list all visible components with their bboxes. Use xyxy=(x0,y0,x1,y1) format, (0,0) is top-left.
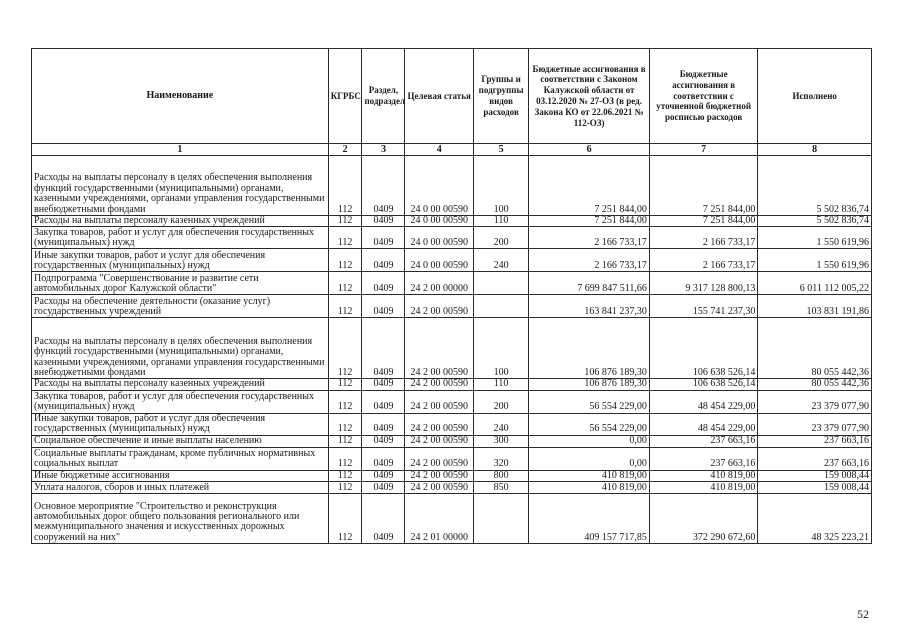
row-law-amount: 163 841 237,30 xyxy=(529,295,650,318)
table-row xyxy=(32,272,872,295)
row-law-amount: 2 166 733,17 xyxy=(529,227,650,249)
row-target-article: 24 0 00 00590 xyxy=(405,227,474,249)
row-executed-amount: 23 379 077,90 xyxy=(758,390,872,413)
table-row xyxy=(32,447,872,470)
row-kgrbs: 112 xyxy=(328,216,362,227)
row-roster-amount: 237 663,16 xyxy=(649,435,757,447)
row-roster-amount: 410 819,00 xyxy=(649,482,757,494)
row-name: Расходы на выплаты персоналу казенных учреждений xyxy=(32,379,329,390)
row-executed-amount: 103 831 191,86 xyxy=(758,295,872,318)
table-row xyxy=(32,413,872,435)
row-expense-group xyxy=(473,494,528,544)
column-number: 5 xyxy=(473,144,528,156)
row-target-article: 24 0 00 00590 xyxy=(405,156,474,216)
row-name: Расходы на выплаты персоналу казенных учреждений xyxy=(32,216,329,227)
row-law-amount: 409 157 717,85 xyxy=(529,494,650,544)
row-name: Иные бюджетные ассигнования xyxy=(32,470,329,481)
row-expense-group: 240 xyxy=(473,249,528,272)
header-roster-allocations: Бюджетные ассигнования в соответствии с уточненной бюджетной росписью расходов xyxy=(649,49,757,144)
row-kgrbs: 112 xyxy=(328,295,362,318)
row-name: Уплата налогов, сборов и иных платежей xyxy=(32,482,329,494)
row-target-article: 24 2 00 00590 xyxy=(405,318,474,379)
row-target-article: 24 2 01 00000 xyxy=(405,494,474,544)
header-expense-group: Группы и подгруппы видов расходов xyxy=(473,49,528,144)
row-roster-amount: 7 251 844,00 xyxy=(649,216,757,227)
row-roster-amount: 7 251 844,00 xyxy=(649,156,757,216)
row-name: Закупка товаров, работ и услуг для обеспечения государственных (муниципальных) нужд xyxy=(32,390,329,413)
row-law-amount: 56 554 229,00 xyxy=(529,390,650,413)
row-section: 0409 xyxy=(362,494,405,544)
row-name: Расходы на обеспечение деятельности (оказание услуг) государственных учреждений xyxy=(32,295,329,318)
row-law-amount: 0,00 xyxy=(529,435,650,447)
header-target-article: Целевая статья xyxy=(405,49,474,144)
row-name: Расходы на выплаты персоналу в целях обеспечения выполнения функций государственными (муниципальными) органами, казенными учреждениями, органами управления государственными внебюджетными фондами xyxy=(32,156,329,216)
table-row xyxy=(32,318,872,379)
row-section: 0409 xyxy=(362,156,405,216)
row-expense-group: 200 xyxy=(473,227,528,249)
row-law-amount: 7 251 844,00 xyxy=(529,216,650,227)
row-roster-amount: 106 638 526,14 xyxy=(649,379,757,390)
row-roster-amount: 106 638 526,14 xyxy=(649,318,757,379)
row-law-amount: 56 554 229,00 xyxy=(529,413,650,435)
row-expense-group xyxy=(473,295,528,318)
row-name: Закупка товаров, работ и услуг для обеспечения государственных (муниципальных) нужд xyxy=(32,227,329,249)
row-law-amount: 7 251 844,00 xyxy=(529,156,650,216)
table-row xyxy=(32,435,872,447)
row-name: Иные закупки товаров, работ и услуг для обеспечения государственных (муниципальных) нужд xyxy=(32,413,329,435)
column-number: 8 xyxy=(758,144,872,156)
row-target-article: 24 2 00 00590 xyxy=(405,447,474,470)
row-expense-group: 850 xyxy=(473,482,528,494)
row-target-article: 24 2 00 00000 xyxy=(405,272,474,295)
row-executed-amount: 5 502 836,74 xyxy=(758,216,872,227)
row-expense-group: 800 xyxy=(473,470,528,481)
row-name: Социальное обеспечение и иные выплаты населению xyxy=(32,435,329,447)
column-number: 1 xyxy=(32,144,329,156)
column-number: 4 xyxy=(405,144,474,156)
column-number: 7 xyxy=(649,144,757,156)
row-kgrbs: 112 xyxy=(328,482,362,494)
column-number: 6 xyxy=(529,144,650,156)
row-executed-amount: 237 663,16 xyxy=(758,435,872,447)
column-number: 2 xyxy=(328,144,362,156)
row-executed-amount: 159 008,44 xyxy=(758,482,872,494)
row-target-article: 24 2 00 00590 xyxy=(405,435,474,447)
table-row xyxy=(32,390,872,413)
row-kgrbs: 112 xyxy=(328,390,362,413)
row-law-amount: 410 819,00 xyxy=(529,482,650,494)
row-kgrbs: 112 xyxy=(328,272,362,295)
header-name: Наименование xyxy=(32,49,329,144)
table-row xyxy=(32,295,872,318)
row-roster-amount: 48 454 229,00 xyxy=(649,390,757,413)
row-section: 0409 xyxy=(362,379,405,390)
row-roster-amount: 9 317 128 800,13 xyxy=(649,272,757,295)
page-number: 52 xyxy=(857,607,869,621)
row-kgrbs: 112 xyxy=(328,435,362,447)
row-executed-amount: 1 550 619,96 xyxy=(758,227,872,249)
row-section: 0409 xyxy=(362,249,405,272)
row-executed-amount: 159 008,44 xyxy=(758,470,872,481)
row-kgrbs: 112 xyxy=(328,413,362,435)
row-law-amount: 106 876 189,30 xyxy=(529,318,650,379)
row-section: 0409 xyxy=(362,413,405,435)
row-roster-amount: 410 819,00 xyxy=(649,470,757,481)
row-expense-group: 100 xyxy=(473,156,528,216)
row-section: 0409 xyxy=(362,318,405,379)
row-law-amount: 7 699 847 511,66 xyxy=(529,272,650,295)
row-roster-amount: 2 166 733,17 xyxy=(649,227,757,249)
row-executed-amount: 80 055 442,36 xyxy=(758,318,872,379)
row-law-amount: 410 819,00 xyxy=(529,470,650,481)
header-law-allocations: Бюджетные ассигнования в соответствии с Законом Калужской области от 03.12.2020 № 27-ОЗ (в ред. Закона КО от 22.06.2021 № 112-ОЗ) xyxy=(529,49,650,144)
table-row xyxy=(32,379,872,390)
header-section: Раздел, подраздел xyxy=(362,49,405,144)
row-section: 0409 xyxy=(362,227,405,249)
row-executed-amount: 6 011 112 005,22 xyxy=(758,272,872,295)
row-section: 0409 xyxy=(362,435,405,447)
table-row xyxy=(32,156,872,216)
budget-table xyxy=(31,48,872,544)
row-section: 0409 xyxy=(362,295,405,318)
row-roster-amount: 372 290 672,60 xyxy=(649,494,757,544)
row-kgrbs: 112 xyxy=(328,447,362,470)
row-law-amount: 0,00 xyxy=(529,447,650,470)
row-section: 0409 xyxy=(362,216,405,227)
row-target-article: 24 2 00 00590 xyxy=(405,413,474,435)
row-section: 0409 xyxy=(362,447,405,470)
header-row xyxy=(32,49,872,144)
row-target-article: 24 0 00 00590 xyxy=(405,249,474,272)
row-roster-amount: 2 166 733,17 xyxy=(649,249,757,272)
row-section: 0409 xyxy=(362,470,405,481)
row-kgrbs: 112 xyxy=(328,379,362,390)
header-executed: Исполнено xyxy=(758,49,872,144)
row-target-article: 24 0 00 00590 xyxy=(405,216,474,227)
row-name: Иные закупки товаров, работ и услуг для обеспечения государственных (муниципальных) нужд xyxy=(32,249,329,272)
row-section: 0409 xyxy=(362,272,405,295)
row-law-amount: 106 876 189,30 xyxy=(529,379,650,390)
row-expense-group: 300 xyxy=(473,435,528,447)
row-roster-amount: 48 454 229,00 xyxy=(649,413,757,435)
row-section: 0409 xyxy=(362,482,405,494)
row-expense-group: 110 xyxy=(473,379,528,390)
row-name: Расходы на выплаты персоналу в целях обеспечения выполнения функций государственными (муниципальными) органами, казенными учреждениями, органами управления государственными внебюджетными фондами xyxy=(32,318,329,379)
row-expense-group: 320 xyxy=(473,447,528,470)
row-kgrbs: 112 xyxy=(328,156,362,216)
row-kgrbs: 112 xyxy=(328,227,362,249)
row-expense-group: 100 xyxy=(473,318,528,379)
row-kgrbs: 112 xyxy=(328,494,362,544)
row-target-article: 24 2 00 00590 xyxy=(405,482,474,494)
row-expense-group: 240 xyxy=(473,413,528,435)
row-section: 0409 xyxy=(362,390,405,413)
table-row xyxy=(32,216,872,227)
row-roster-amount: 155 741 237,30 xyxy=(649,295,757,318)
row-target-article: 24 2 00 00590 xyxy=(405,470,474,481)
row-expense-group: 200 xyxy=(473,390,528,413)
row-roster-amount: 237 663,16 xyxy=(649,447,757,470)
table-row xyxy=(32,494,872,544)
row-expense-group xyxy=(473,272,528,295)
table-row xyxy=(32,470,872,481)
row-executed-amount: 48 325 223,21 xyxy=(758,494,872,544)
row-executed-amount: 80 055 442,36 xyxy=(758,379,872,390)
row-kgrbs: 112 xyxy=(328,318,362,379)
row-name: Социальные выплаты гражданам, кроме публичных нормативных социальных выплат xyxy=(32,447,329,470)
row-kgrbs: 112 xyxy=(328,470,362,481)
row-target-article: 24 2 00 00590 xyxy=(405,390,474,413)
row-executed-amount: 23 379 077,90 xyxy=(758,413,872,435)
row-name: Подпрограмма "Совершенствование и развитие сети автомобильных дорог Калужской области" xyxy=(32,272,329,295)
row-executed-amount: 237 663,16 xyxy=(758,447,872,470)
row-kgrbs: 112 xyxy=(328,249,362,272)
header-kgrbs: КГРБС xyxy=(328,49,362,144)
table-row xyxy=(32,249,872,272)
table-row xyxy=(32,482,872,494)
row-law-amount: 2 166 733,17 xyxy=(529,249,650,272)
row-expense-group: 110 xyxy=(473,216,528,227)
table-row xyxy=(32,227,872,249)
row-target-article: 24 2 00 00590 xyxy=(405,295,474,318)
row-executed-amount: 5 502 836,74 xyxy=(758,156,872,216)
row-name: Основное мероприятие "Строительство и реконструкция автомобильных дорог общего пользования регионального или межмуниципального значения и искусственных дорожных сооружений на них" xyxy=(32,494,329,544)
column-number: 3 xyxy=(362,144,405,156)
column-number-row xyxy=(32,144,872,156)
row-executed-amount: 1 550 619,96 xyxy=(758,249,872,272)
row-target-article: 24 2 00 00590 xyxy=(405,379,474,390)
